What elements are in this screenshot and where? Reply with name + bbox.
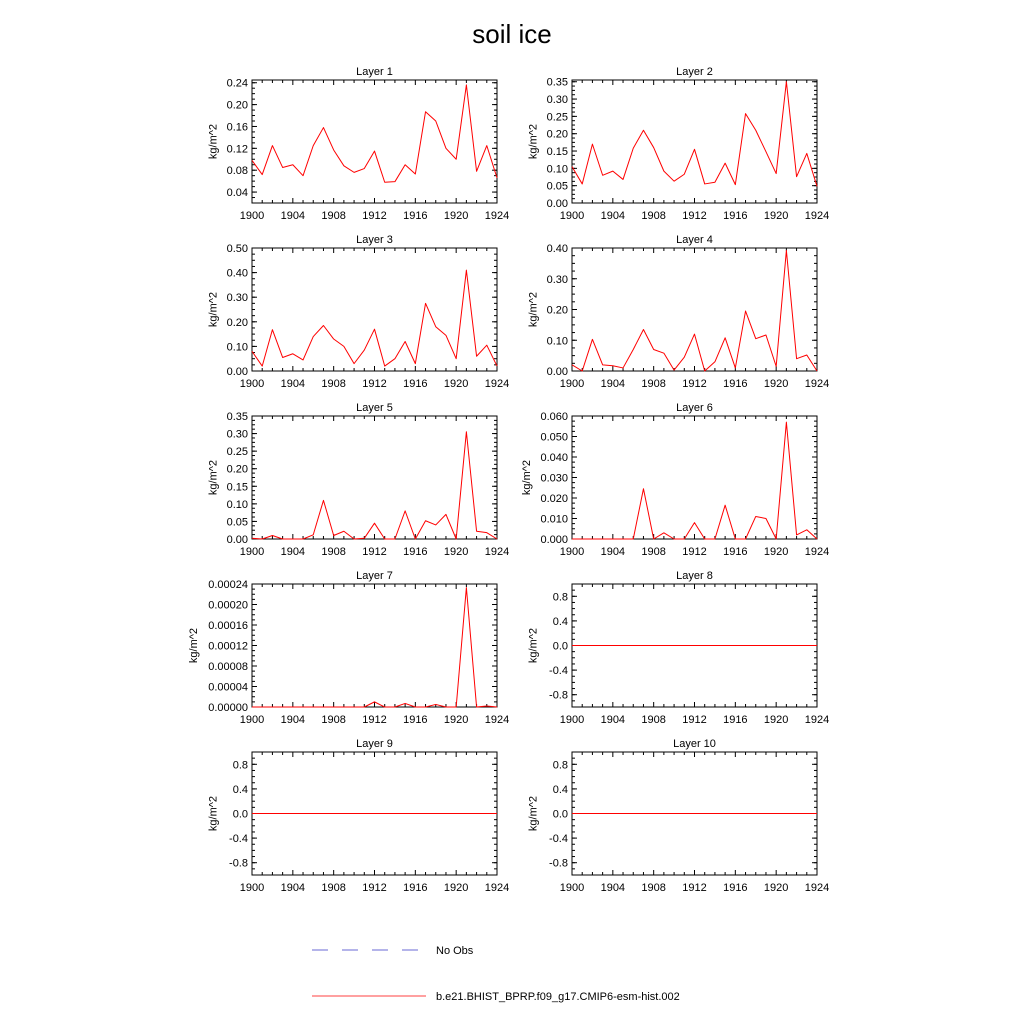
x-tick-label: 1900 — [559, 882, 585, 894]
x-tick-label: 1900 — [239, 882, 265, 894]
y-tick-label: 0.30 — [226, 428, 248, 441]
y-tick-label: 0.00 — [546, 198, 568, 210]
x-tick-label: 1900 — [239, 378, 265, 390]
x-tick-label: 1924 — [804, 714, 830, 726]
panel-layer-2 — [527, 66, 829, 222]
x-tick-label: 1920 — [763, 378, 789, 390]
x-tick-label: 1912 — [362, 378, 387, 390]
x-tick-label: 1920 — [763, 882, 789, 894]
x-tick-label: 1916 — [403, 210, 428, 222]
plot-frame — [572, 80, 817, 203]
legend-label-no-obs: No Obs — [436, 945, 474, 957]
y-axis-label: kg/m^2 — [527, 627, 540, 664]
y-tick-label: 0.00024 — [208, 579, 248, 591]
panel-title: Layer 10 — [673, 738, 716, 750]
y-tick-label: 0.20 — [226, 99, 248, 112]
y-tick-label: 0.08 — [226, 165, 248, 178]
x-tick-label: 1916 — [723, 378, 748, 390]
x-tick-label: 1904 — [280, 882, 306, 894]
panel-title: Layer 2 — [676, 66, 713, 78]
y-axis-label: kg/m^2 — [527, 291, 540, 328]
y-tick-label: 0.00016 — [208, 620, 248, 632]
x-tick-label: 1924 — [484, 378, 510, 390]
x-tick-label: 1912 — [682, 714, 707, 726]
panel-layer-9 — [207, 738, 509, 894]
x-tick-label: 1912 — [682, 546, 707, 558]
y-tick-label: 0.05 — [226, 516, 248, 529]
y-tick-label: 0.16 — [226, 121, 248, 134]
panel-layer-3 — [207, 234, 509, 390]
series-line — [252, 432, 497, 539]
x-tick-label: 1904 — [600, 882, 626, 894]
x-tick-label: 1924 — [804, 210, 830, 222]
y-axis-label: kg/m^2 — [188, 627, 201, 664]
plot-frame — [252, 416, 497, 539]
x-tick-label: 1900 — [559, 546, 585, 558]
y-tick-label: 0.8 — [232, 759, 248, 772]
y-axis-label: kg/m^2 — [207, 291, 220, 328]
y-tick-label: 0.15 — [546, 146, 568, 159]
x-tick-label: 1924 — [484, 882, 510, 894]
series-line — [252, 85, 497, 182]
panel-title: Layer 8 — [676, 570, 713, 582]
y-tick-label: 0.4 — [552, 615, 568, 628]
y-tick-label: 0.25 — [546, 111, 568, 124]
x-tick-label: 1908 — [641, 714, 666, 726]
x-tick-label: 1908 — [321, 882, 346, 894]
x-tick-label: 1912 — [682, 882, 707, 894]
x-tick-label: 1912 — [682, 210, 707, 222]
y-tick-label: 0.10 — [226, 498, 248, 511]
panel-layer-1 — [207, 66, 509, 222]
y-axis-label: kg/m^2 — [207, 795, 220, 832]
y-tick-label: 0.30 — [546, 273, 568, 286]
y-tick-label: -0.4 — [549, 833, 568, 846]
x-tick-label: 1908 — [321, 546, 346, 558]
x-tick-label: 1904 — [280, 210, 306, 222]
y-tick-label: 0.000 — [540, 534, 568, 546]
y-tick-label: -0.8 — [549, 857, 568, 870]
panel-title: Layer 1 — [356, 66, 393, 78]
panel-title: Layer 4 — [676, 234, 713, 246]
y-tick-label: 0.20 — [546, 128, 568, 141]
x-tick-label: 1904 — [280, 546, 306, 558]
y-tick-label: 0.00 — [226, 534, 248, 546]
x-tick-label: 1908 — [321, 714, 346, 726]
plot-frame — [252, 248, 497, 371]
x-tick-label: 1904 — [280, 378, 306, 390]
x-tick-label: 1900 — [559, 714, 585, 726]
x-tick-label: 1908 — [641, 378, 666, 390]
x-tick-label: 1912 — [362, 882, 387, 894]
x-tick-label: 1908 — [641, 882, 666, 894]
x-tick-label: 1924 — [484, 210, 510, 222]
y-tick-label: 0.0 — [552, 808, 568, 821]
x-tick-label: 1904 — [280, 714, 306, 726]
panel-layer-4 — [527, 234, 829, 390]
y-tick-label: 0.00008 — [208, 661, 248, 673]
y-tick-label: 0.10 — [546, 163, 568, 176]
y-tick-label: 0.00 — [226, 366, 248, 378]
y-axis-label: kg/m^2 — [207, 123, 220, 160]
y-tick-label: -0.4 — [229, 833, 248, 846]
x-tick-label: 1904 — [600, 714, 626, 726]
x-tick-label: 1920 — [443, 378, 469, 390]
x-tick-label: 1924 — [484, 546, 510, 558]
y-tick-label: 0.00004 — [208, 681, 248, 694]
y-tick-label: 0.00012 — [208, 640, 248, 653]
plot-frame — [572, 416, 817, 539]
x-tick-label: 1916 — [403, 714, 428, 726]
panel-layer-5 — [207, 402, 509, 558]
panel-layer-6 — [521, 402, 829, 558]
x-tick-label: 1900 — [239, 714, 265, 726]
y-tick-label: 0.12 — [226, 143, 248, 156]
y-axis-label: kg/m^2 — [527, 123, 540, 160]
y-tick-label: 0.40 — [546, 243, 568, 255]
y-tick-label: 0.25 — [226, 446, 248, 459]
y-axis-label: kg/m^2 — [207, 459, 220, 496]
y-tick-label: 0.05 — [546, 180, 568, 193]
y-tick-label: 0.060 — [540, 411, 568, 423]
panel-layer-7 — [188, 570, 509, 726]
series-line — [572, 250, 817, 371]
y-tick-label: 0.35 — [226, 411, 248, 423]
x-tick-label: 1920 — [443, 546, 469, 558]
y-tick-label: 0.8 — [552, 759, 568, 772]
x-tick-label: 1916 — [723, 210, 748, 222]
x-tick-label: 1912 — [362, 210, 387, 222]
panel-layer-8 — [527, 570, 829, 726]
plot-frame — [572, 248, 817, 371]
x-tick-label: 1900 — [559, 378, 585, 390]
y-tick-label: -0.4 — [549, 665, 568, 678]
y-tick-label: -0.8 — [229, 857, 248, 870]
x-tick-label: 1920 — [763, 546, 789, 558]
panel-title: Layer 9 — [356, 738, 393, 750]
plot-frame — [252, 584, 497, 707]
x-tick-label: 1904 — [600, 546, 626, 558]
y-tick-label: 0.00 — [546, 366, 568, 378]
x-tick-label: 1916 — [403, 546, 428, 558]
x-tick-label: 1924 — [804, 378, 830, 390]
legend-label-model: b.e21.BHIST_BPRP.f09_g17.CMIP6-esm-hist.002 — [436, 991, 680, 1003]
y-tick-label: 0.20 — [546, 304, 568, 317]
y-tick-label: 0.40 — [226, 267, 248, 280]
y-tick-label: 0.10 — [546, 335, 568, 348]
x-tick-label: 1904 — [600, 378, 626, 390]
y-tick-label: 0.30 — [546, 94, 568, 107]
y-tick-label: 0.04 — [226, 187, 248, 200]
y-tick-label: 0.4 — [552, 783, 568, 796]
y-tick-label: 0.30 — [226, 292, 248, 305]
series-line — [252, 588, 497, 707]
panel-title: Layer 7 — [356, 570, 393, 582]
panels — [188, 66, 829, 894]
y-tick-label: 0.20 — [226, 463, 248, 476]
x-tick-label: 1904 — [600, 210, 626, 222]
x-tick-label: 1916 — [403, 378, 428, 390]
x-tick-label: 1924 — [804, 882, 830, 894]
y-tick-label: 0.00000 — [208, 702, 248, 714]
x-tick-label: 1916 — [723, 714, 748, 726]
y-tick-label: 0.0 — [232, 808, 248, 821]
x-tick-label: 1908 — [641, 546, 666, 558]
y-tick-label: 0.00020 — [208, 599, 248, 612]
x-tick-label: 1924 — [804, 546, 830, 558]
figure-title: soil ice — [472, 19, 552, 49]
x-tick-label: 1920 — [763, 210, 789, 222]
series-line — [572, 82, 817, 187]
y-tick-label: 0.24 — [226, 77, 248, 90]
x-tick-label: 1908 — [321, 378, 346, 390]
panel-layer-10 — [527, 738, 829, 894]
y-tick-label: 0.50 — [226, 243, 248, 255]
x-tick-label: 1912 — [682, 378, 707, 390]
x-tick-label: 1908 — [321, 210, 346, 222]
x-tick-label: 1912 — [362, 546, 387, 558]
plot-frame — [252, 80, 497, 203]
y-tick-label: 0.020 — [540, 493, 568, 505]
y-tick-label: 0.8 — [552, 591, 568, 604]
y-tick-label: 0.10 — [226, 341, 248, 354]
x-tick-label: 1900 — [239, 210, 265, 222]
series-line — [572, 422, 817, 539]
x-tick-label: 1920 — [763, 714, 789, 726]
panel-title: Layer 5 — [356, 402, 393, 414]
y-tick-label: 0.0 — [552, 640, 568, 653]
panel-title: Layer 3 — [356, 234, 393, 246]
y-tick-label: 0.35 — [546, 76, 568, 89]
x-tick-label: 1924 — [484, 714, 510, 726]
x-tick-label: 1920 — [443, 714, 469, 726]
x-tick-label: 1920 — [443, 882, 469, 894]
x-tick-label: 1908 — [641, 210, 666, 222]
y-tick-label: 0.050 — [540, 431, 568, 444]
y-axis-label: kg/m^2 — [527, 795, 540, 832]
y-axis-label: kg/m^2 — [521, 459, 533, 496]
y-tick-label: 0.030 — [540, 472, 568, 485]
y-tick-label: -0.8 — [549, 689, 568, 702]
y-tick-label: 0.4 — [232, 783, 248, 796]
x-tick-label: 1900 — [239, 546, 265, 558]
y-tick-label: 0.20 — [226, 316, 248, 329]
x-tick-label: 1912 — [362, 714, 387, 726]
y-tick-label: 0.040 — [540, 452, 568, 464]
y-tick-label: 0.15 — [226, 481, 248, 494]
x-tick-label: 1900 — [559, 210, 585, 222]
x-tick-label: 1916 — [723, 546, 748, 558]
x-tick-label: 1916 — [723, 882, 748, 894]
legend — [312, 945, 680, 1003]
x-tick-label: 1916 — [403, 882, 428, 894]
y-tick-label: 0.010 — [540, 513, 568, 526]
x-tick-label: 1920 — [443, 210, 469, 222]
series-line — [252, 270, 497, 366]
panel-title: Layer 6 — [676, 402, 713, 414]
